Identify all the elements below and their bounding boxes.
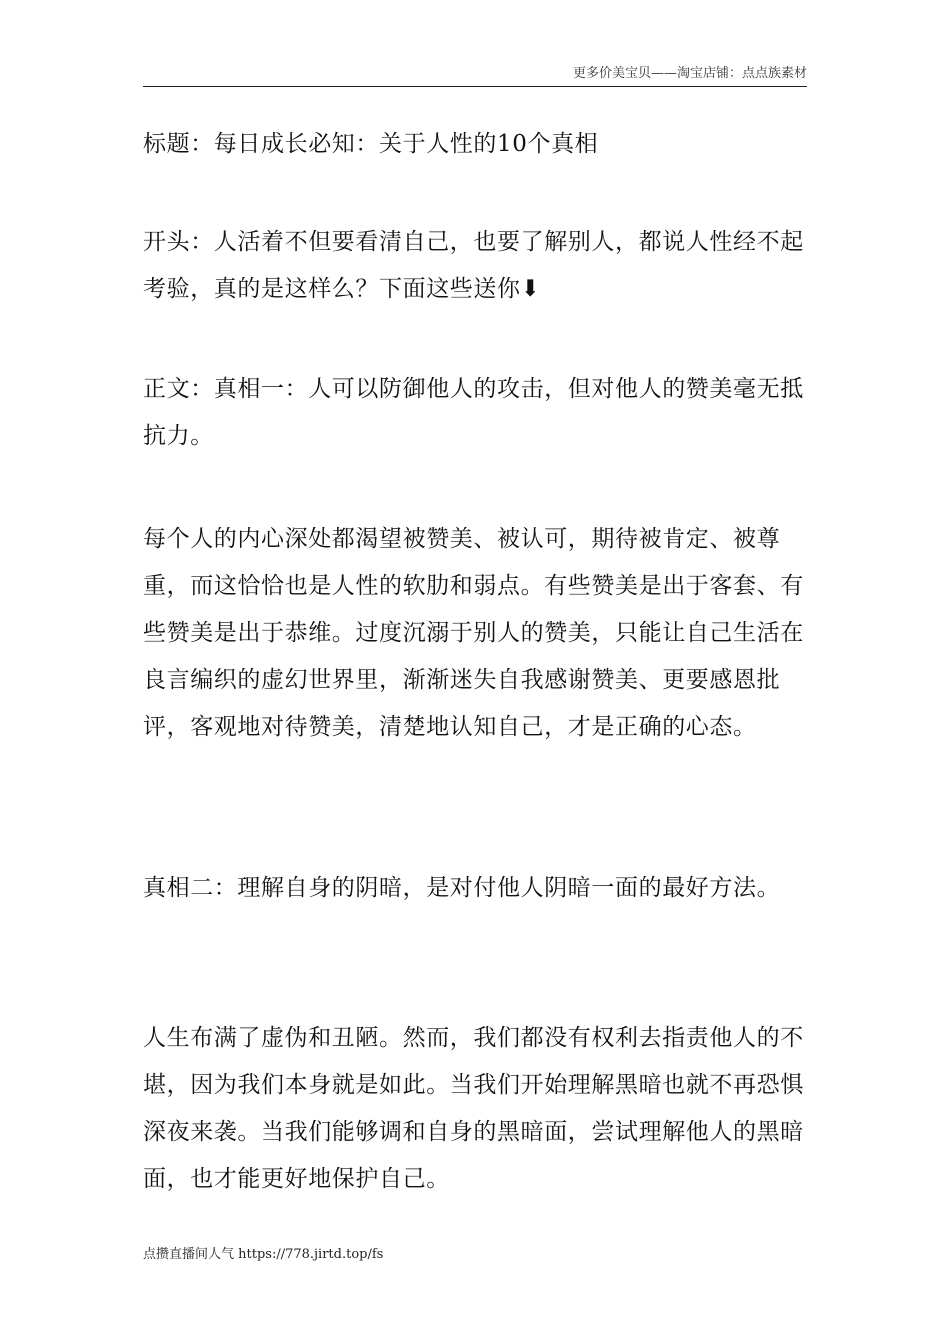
intro-paragraph: 开头：人活着不但要看清自己，也要了解别人，都说人性经不起考验，真的是这样么？下面这些送你⬇	[143, 229, 804, 302]
truth-one-body: 每个人的内心深处都渴望被赞美、被认可，期待被肯定、被尊重，而这恰恰也是人性的软肋和弱点。有些赞美是出于客套、有些赞美是出于恭维。过度沉溺于别人的赞美，只能让自己生活在良言编织的虚幻世界里，渐渐迷失自我感谢赞美、更要感恩批评，客观地对待赞美，清楚地认知自己，才是正确的心态。	[143, 526, 804, 740]
truth-one-heading: 正文：真相一：人可以防御他人的攻击，但对他人的赞美毫无抵抗力。	[143, 376, 804, 449]
header-text: 更多价美宝贝——淘宝店铺：点点族素材	[572, 66, 807, 81]
footer-link-text: 点攒直播间人气 https://778.jirtd.top/fs	[143, 1247, 384, 1262]
title-paragraph: 标题：每日成长必知：关于人性的10个真相	[143, 131, 599, 157]
truth-two-heading: 真相二：理解自身的阴暗，是对付他人阴暗一面的最好方法。	[143, 875, 781, 901]
page-header	[143, 64, 807, 87]
truth-two-body: 人生布满了虚伪和丑陋。然而，我们都没有权利去指责他人的不堪，因为我们本身就是如此。当我们开始理解黑暗也就不再恐惧深夜来袭。当我们能够调和自身的黑暗面，尝试理解他人的黑暗面，也才能更好地保护自己。	[143, 1025, 804, 1192]
